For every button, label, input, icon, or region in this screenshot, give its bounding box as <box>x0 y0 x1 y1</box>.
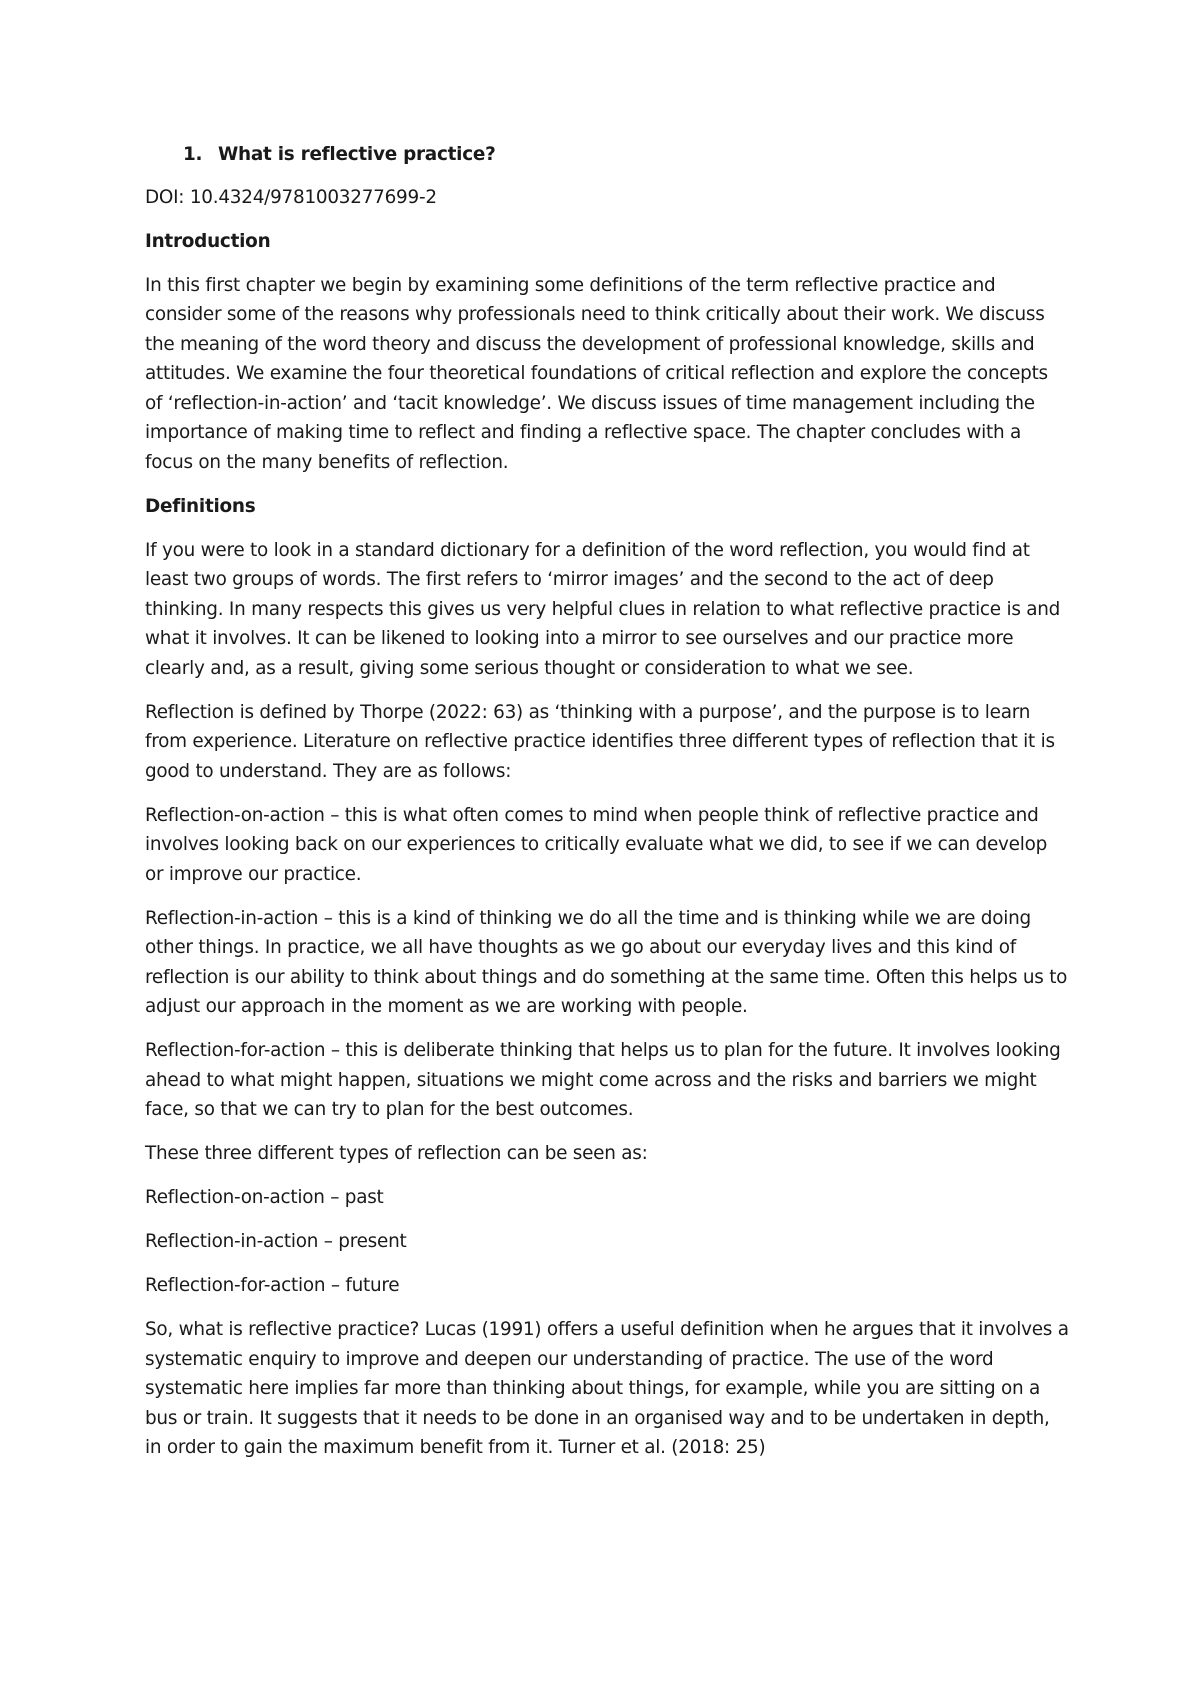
reflection-for-action-paragraph: Reflection-for-action – this is deliberate thinking that helps us to plan for the future. It involves looking ahead to what might happen, situations we might come across and the risks and barriers we might face, so that we can try to plan for the best outcomes. <box>145 1040 1061 1120</box>
introduction-paragraph: In this first chapter we begin by examining some definitions of the term reflective practice and consider some of the reasons why professionals need to think critically about their work. We discuss the meaning of the word theory and discuss the development of professional knowledge, skills and attitudes. We examine the four theoretical foundations of critical reflection and explore the concepts of ‘reflection-in-action’ and ‘tacit knowledge’. We discuss issues of time management including the importance of making time to reflect and finding a reflective space. The chapter concludes with a focus on the many benefits of reflection. <box>145 274 1048 473</box>
types-intro-paragraph: These three different types of reflection can be seen as: <box>145 1143 648 1164</box>
doi-line: DOI: 10.4324/9781003277699-2 <box>145 186 437 208</box>
closing-paragraph: So, what is reflective practice? Lucas (1991) offers a useful definition when he argues that it involves a systematic enquiry to improve and deepen our understanding of practice. The use of the word systematic here implies far more than thinking about things, for example, while you are sitting on a bus or train. It suggests that it needs to be done in an organised way and to be undertaken in depth, in order to gain the maximum benefit from it. Turner et al. (2018: 25) <box>145 1319 1069 1458</box>
reflection-in-action-paragraph: Reflection-in-action – this is a kind of thinking we do all the time and is thinking while we are doing other things. In practice, we all have thoughts as we go about our everyday lives and this kind of reflection is our ability to think about things and do something at the same time. Often this helps us to adjust our approach in the moment as we are working with people. <box>145 907 1068 1017</box>
definitions-heading: Definitions <box>145 495 256 517</box>
type-future-line: Reflection-for-action – future <box>145 1275 400 1296</box>
definitions-paragraph-2: Reflection is defined by Thorpe (2022: 63) as ‘thinking with a purpose’, and the purpose is to learn from experience. Literature on reflective practice identifies three different types of reflection that it is good to understand. They are as follows: <box>145 701 1055 782</box>
chapter-heading <box>145 140 1070 170</box>
introduction-heading: Introduction <box>145 230 271 252</box>
reflection-on-action-paragraph: Reflection-on-action – this is what often comes to mind when people think of reflective practice and involves looking back on our experiences to critically evaluate what we did, to see if we can develop or improve our practice. <box>145 804 1047 885</box>
chapter-title: What is reflective practice? <box>218 144 496 165</box>
document-page <box>145 140 1070 1477</box>
type-present-line: Reflection-in-action – present <box>145 1231 407 1252</box>
chapter-number: 1. <box>183 144 203 165</box>
definitions-paragraph-1: If you were to look in a standard dictionary for a definition of the word reflection, you would find at least two groups of words. The first refers to ‘mirror images’ and the second to the act of deep thinking. In many respects this gives us very helpful clues in relation to what reflective practice is and what it involves. It can be likened to looking into a mirror to see ourselves and our practice more clearly and, as a result, giving some serious thought or consideration to what we see. <box>145 539 1061 679</box>
type-past-line: Reflection-on-action – past <box>145 1187 384 1208</box>
